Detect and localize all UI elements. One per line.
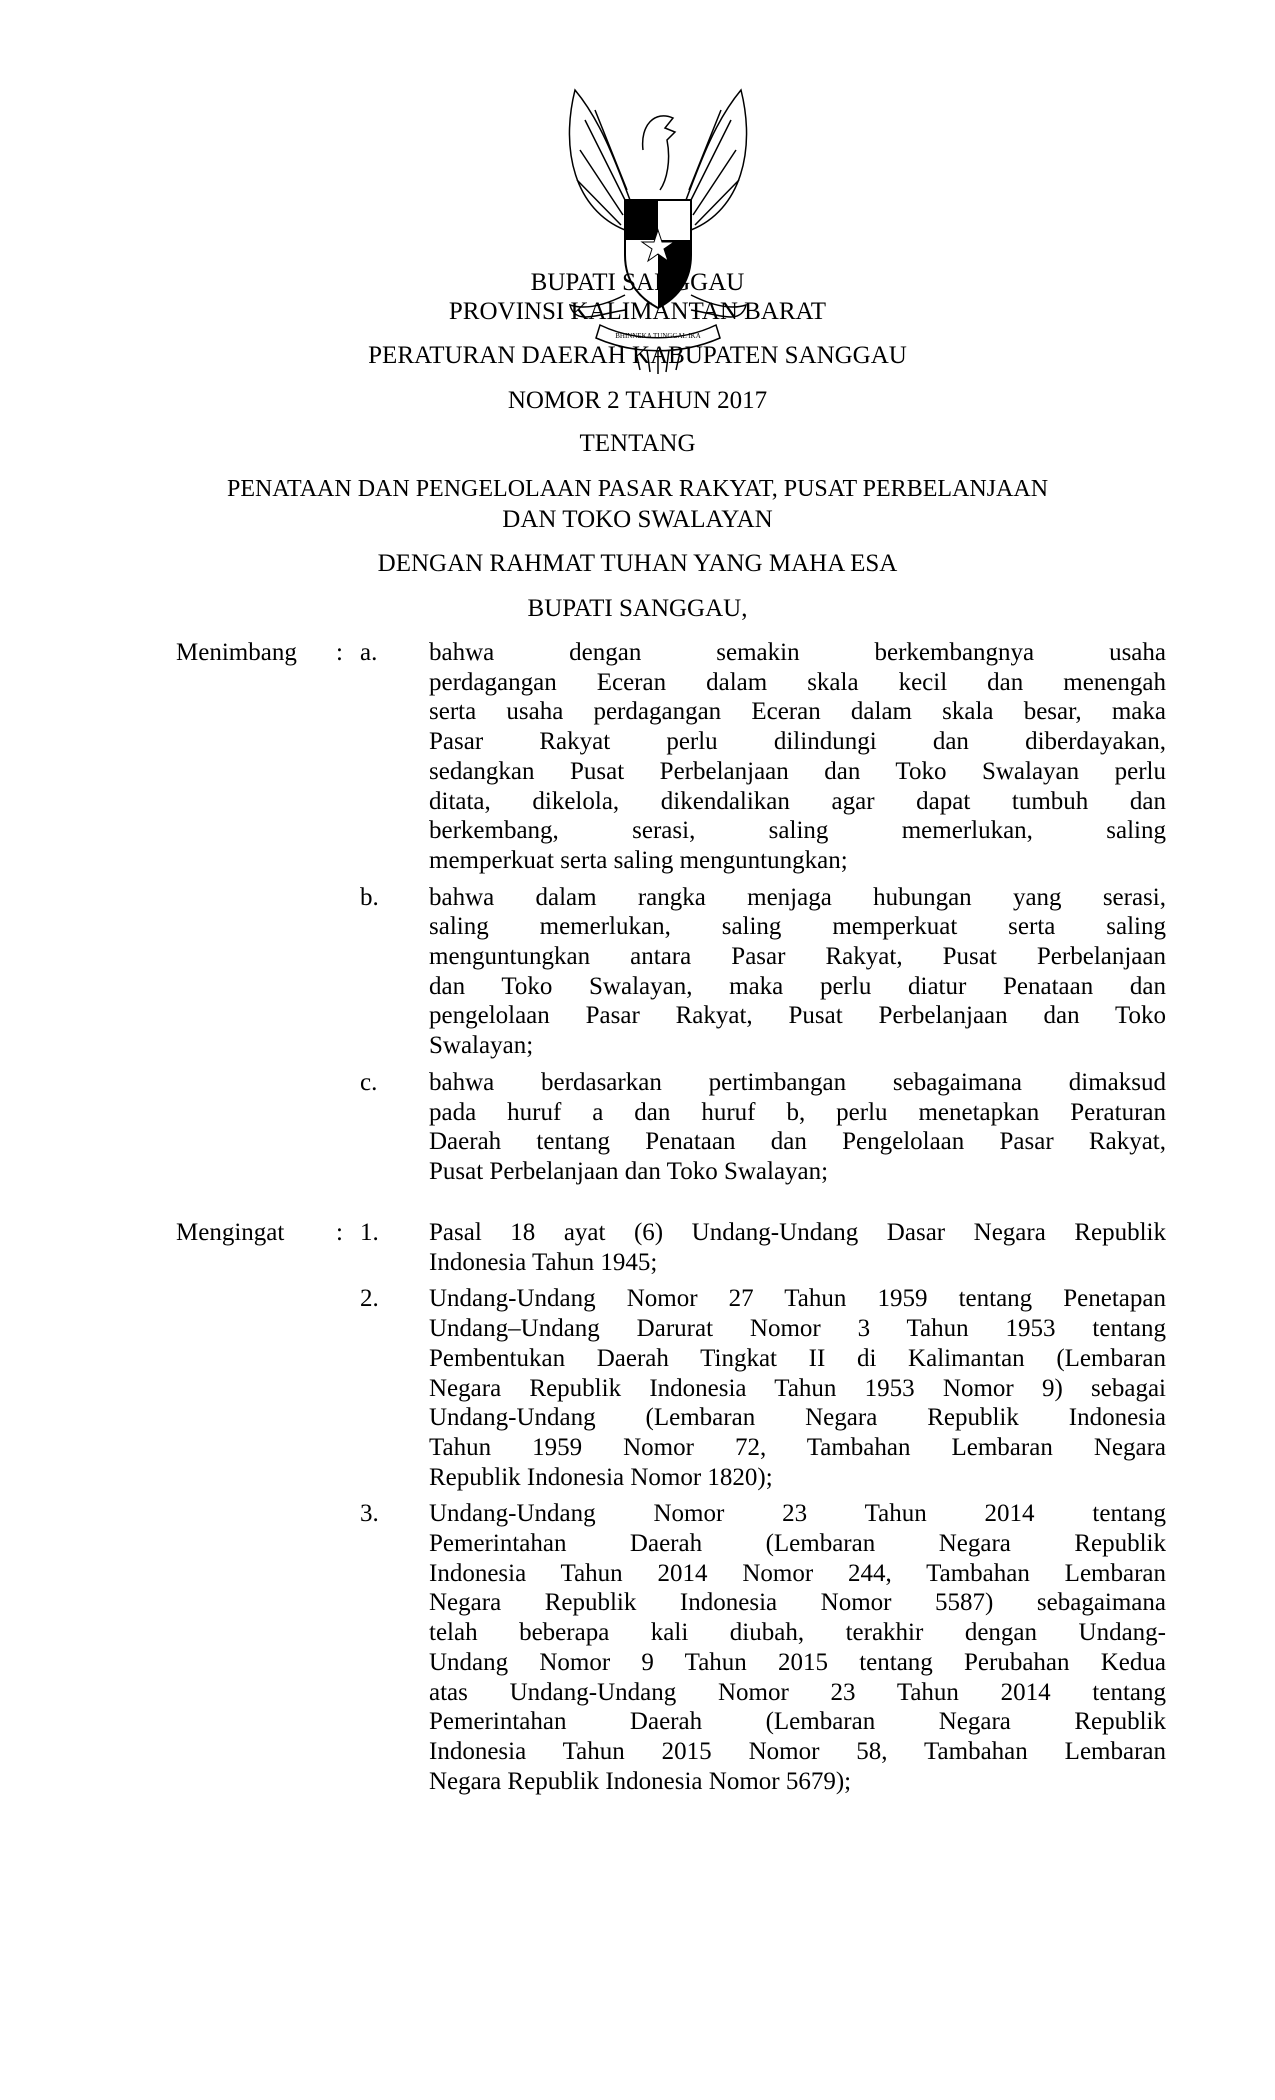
garuda-pancasila-emblem: [555, 80, 761, 380]
text-line: perdagangan Eceran dalam skala kecil dan menengah: [429, 668, 1166, 696]
item-marker: a.: [360, 639, 378, 666]
about-label: TENTANG: [579, 430, 696, 457]
text-line: serta usaha perdagangan Eceran dalam skala besar, maka: [429, 698, 1166, 726]
text-line: Undang–Undang Darurat Nomor 3 Tahun 1953 tentang: [429, 1315, 1166, 1343]
text-line: Undang-Undang Nomor 23 Tahun 2014 tentang: [429, 1500, 1166, 1528]
text-line: Negara Republik Indonesia Tahun 1953 Nomor 9) sebagai: [429, 1374, 1166, 1402]
mengingat-label: [176, 1284, 336, 1492]
colon: [336, 1284, 360, 1492]
text-line: Tahun 1959 Nomor 72, Tambahan Lembaran Negara: [429, 1433, 1166, 1461]
item-text: [429, 1499, 1166, 1796]
colon: :: [336, 639, 343, 666]
regulation-title-line1: PENATAAN DAN PENGELOLAAN PASAR RAKYAT, PUSAT PERBELANJAAN: [226, 476, 1049, 502]
menimbang-section: [176, 638, 1166, 1194]
regulation-title-line2: DAN TOKO SWALAYAN: [502, 506, 773, 533]
mengingat-item: [176, 1499, 1166, 1796]
mengingat-label: Mengingat: [176, 1219, 285, 1246]
blessing-line: DENGAN RAHMAT TUHAN YANG MAHA ESA: [377, 550, 898, 577]
issuer-signatory: BUPATI SANGGAU,: [527, 595, 748, 622]
text-line: Pasar Rakyat perlu dilindungi dan diberdayakan,: [429, 728, 1166, 756]
regulation-number: NOMOR 2 TAHUN 2017: [507, 387, 768, 414]
issuer-title: BUPATI SANGGAU: [530, 269, 745, 296]
item-marker: 2.: [360, 1285, 379, 1313]
item-text: [429, 638, 1166, 876]
item-marker: c.: [360, 1068, 378, 1096]
item-marker: 1.: [360, 1219, 379, 1246]
text-line: Undang-Undang (Lembaran Negara Republik Indonesia: [429, 1404, 1166, 1432]
text-line: Pemerintahan Daerah (Lembaran Negara Republik: [429, 1530, 1166, 1558]
text-line: sedangkan Pusat Perbelanjaan dan Toko Swalayan perlu: [429, 757, 1166, 785]
province-title: PROVINSI KALIMANTAN BARAT: [448, 298, 827, 325]
text-line: memperkuat serta saling menguntungkan;: [429, 846, 848, 874]
menimbang-item: [176, 1068, 1166, 1187]
text-line: Daerah tentang Penataan dan Pengelolaan Pasar Rakyat,: [429, 1128, 1166, 1156]
menimbang-label: [176, 1068, 336, 1187]
text-line: saling memerlukan, saling memperkuat serta saling: [429, 913, 1166, 941]
text-line: Negara Republik Indonesia Nomor 5679);: [429, 1767, 852, 1795]
colon: [336, 1068, 360, 1187]
colon: :: [336, 1219, 343, 1246]
text-line: Pusat Perbelanjaan dan Toko Swalayan;: [429, 1157, 829, 1185]
text-line: Indonesia Tahun 2015 Nomor 58, Tambahan Lembaran: [429, 1737, 1166, 1765]
item-text: [429, 1284, 1166, 1492]
text-line: bahwa dalam rangka menjaga hubungan yang serasi,: [429, 883, 1166, 911]
text-line: Pasal 18 ayat (6) Undang-Undang Dasar Negara Republik: [429, 1219, 1166, 1246]
text-line: telah beberapa kali diubah, terakhir dengan Undang-: [429, 1619, 1166, 1647]
menimbang-label: Menimbang: [176, 639, 297, 666]
text-line: atas Undang-Undang Nomor 23 Tahun 2014 tentang: [429, 1678, 1166, 1706]
text-line: Republik Indonesia Nomor 1820);: [429, 1463, 773, 1491]
text-line: dan Toko Swalayan, maka perlu diatur Penataan dan: [429, 972, 1166, 1000]
text-line: Indonesia Tahun 2014 Nomor 244, Tambahan Lembaran: [429, 1559, 1166, 1587]
mengingat-label: [176, 1499, 336, 1796]
text-line: bahwa dengan semakin berkembangnya usaha: [429, 639, 1166, 666]
mengingat-item: [176, 1218, 1166, 1277]
text-line: Pembentukan Daerah Tingkat II di Kalimantan (Lembaran: [429, 1344, 1166, 1372]
text-line: Undang-Undang Nomor 27 Tahun 1959 tentang Penetapan: [429, 1285, 1166, 1313]
menimbang-item: [176, 883, 1166, 1061]
text-line: Undang Nomor 9 Tahun 2015 tentang Perubahan Kedua: [429, 1648, 1166, 1676]
text-line: Indonesia Tahun 1945;: [429, 1248, 658, 1276]
text-line: pada huruf a dan huruf b, perlu menetapkan Peraturan: [429, 1098, 1166, 1126]
item-text: [429, 1068, 1166, 1187]
mengingat-section: [176, 1218, 1166, 1803]
item-marker: 3.: [360, 1500, 379, 1528]
colon: [336, 883, 360, 1061]
colon: [336, 1499, 360, 1796]
text-line: pengelolaan Pasar Rakyat, Pusat Perbelanjaan dan Toko: [429, 1002, 1166, 1030]
text-line: berkembang, serasi, saling memerlukan, saling: [429, 817, 1166, 845]
text-line: bahwa berdasarkan pertimbangan sebagaimana dimaksud: [429, 1068, 1166, 1096]
item-marker: b.: [360, 883, 379, 911]
menimbang-item: [176, 638, 1166, 876]
text-line: Pemerintahan Daerah (Lembaran Negara Republik: [429, 1708, 1166, 1736]
item-text: [429, 883, 1166, 1061]
text-line: menguntungkan antara Pasar Rakyat, Pusat Perbelanjaan: [429, 943, 1166, 971]
text-line: Negara Republik Indonesia Nomor 5587) sebagaimana: [429, 1589, 1166, 1617]
regulation-type: PERATURAN DAERAH KABUPATEN SANGGAU: [368, 342, 907, 369]
text-line: Swalayan;: [429, 1032, 534, 1060]
menimbang-label: [176, 883, 336, 1061]
text-line: ditata, dikelola, dikendalikan agar dapat tumbuh dan: [429, 787, 1166, 815]
mengingat-item: [176, 1284, 1166, 1492]
item-text: [429, 1218, 1166, 1277]
svg-text:BHINNEKA TUNGGAL IKA: BHINNEKA TUNGGAL IKA: [615, 332, 701, 340]
